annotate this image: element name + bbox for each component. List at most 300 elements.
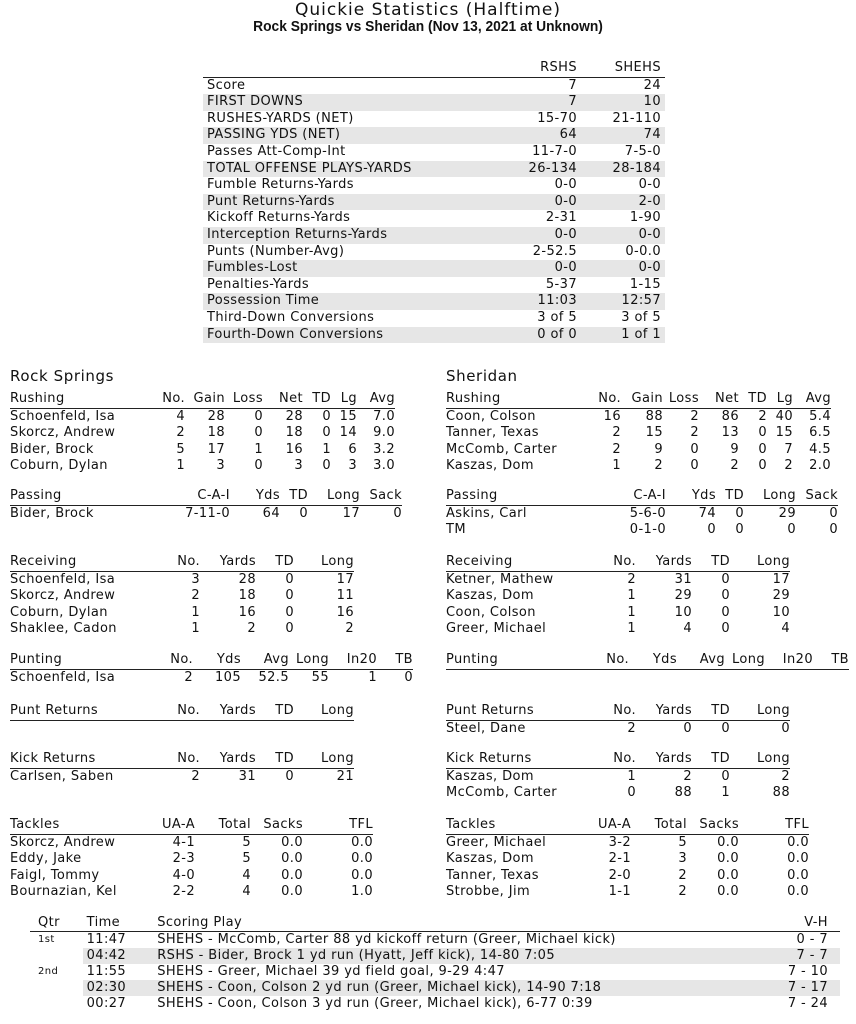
- stat-value: 16: [603, 408, 621, 424]
- scoring-play-row: [30, 980, 840, 996]
- stat-column-header: No.: [155, 391, 185, 408]
- stat-header-row: [10, 391, 395, 408]
- summary-row: [203, 161, 665, 178]
- stat-column-header: Long: [289, 652, 329, 669]
- player-name: Faigl, Tommy: [10, 867, 100, 883]
- stat-value: 86: [721, 408, 739, 424]
- summary-label: Fumble Returns-Yards: [207, 177, 354, 193]
- player-stat-row: [10, 588, 354, 605]
- stat-value: 0.0: [717, 867, 739, 883]
- summary-value-shehs: 74: [581, 127, 665, 144]
- player-name: Kaszas, Dom: [446, 768, 534, 784]
- summary-row: [203, 127, 665, 144]
- stat-column-header: Yds: [230, 488, 280, 505]
- player-stat-row: [446, 785, 790, 802]
- summary-label: FIRST DOWNS: [203, 94, 477, 111]
- summary-value-shehs: 7-5-0: [624, 143, 661, 159]
- stat-column-header: No.: [591, 391, 621, 408]
- stat-value: 2: [730, 458, 739, 474]
- player-stat-row: [10, 884, 373, 901]
- stat-value: 0: [721, 720, 730, 736]
- player-stat-row: [10, 669, 413, 686]
- scoring-time: 11:47: [86, 932, 127, 947]
- scoring-play-row: [30, 948, 840, 964]
- stat-column-header: Loss: [225, 391, 263, 408]
- stat-value: 3: [191, 571, 200, 587]
- stat-value: 3: [348, 458, 357, 474]
- scoring-play-text: SHEHS - Coon, Colson 2 yd run (Greer, Michael kick), 14-90 7:18: [149, 980, 774, 996]
- stat-value: 2: [612, 441, 621, 457]
- summary-value-rshs: 26-134: [477, 161, 581, 178]
- stat-value: 55: [311, 669, 329, 685]
- player-stat-row: [446, 442, 831, 459]
- stat-value: 0: [721, 768, 730, 784]
- player-name: Greer, Michael: [446, 834, 547, 850]
- stat-column-header: No.: [155, 652, 193, 669]
- summary-value-shehs: 0-0: [581, 260, 665, 277]
- stat-column-header: No.: [160, 554, 200, 571]
- stat-value: 0.0: [281, 851, 303, 867]
- stat-header-row: [10, 703, 354, 720]
- player-stat-row: [446, 588, 790, 605]
- stat-value: 14: [339, 425, 357, 441]
- stat-section-title: Passing: [10, 488, 170, 505]
- stat-value: 6.5: [809, 425, 831, 441]
- stat-value: 3-2: [608, 834, 631, 850]
- stat-value: 0: [735, 505, 744, 521]
- player-stat-row: [446, 605, 790, 622]
- player-stat-row: [446, 522, 838, 539]
- player-stat-row: [446, 571, 790, 588]
- stat-column-header: Sack: [796, 488, 838, 505]
- stat-value: 88: [645, 408, 663, 424]
- stat-value: 16: [336, 604, 354, 620]
- summary-row: [203, 177, 665, 194]
- stat-column-header: Gain: [621, 391, 663, 408]
- player-name: TM: [446, 522, 466, 538]
- summary-label: Interception Returns-Yards: [203, 227, 477, 244]
- player-name: Steel, Dane: [446, 720, 526, 736]
- stat-column-header: Yds: [666, 488, 716, 505]
- stat-column-header: Loss: [663, 391, 699, 408]
- stat-value: 0.0: [717, 834, 739, 850]
- stat-value: 0: [322, 458, 331, 474]
- player-name: Schoenfeld, Isa: [10, 571, 116, 587]
- scoring-column-header: Scoring Play: [149, 915, 774, 932]
- player-name: Askins, Carl: [446, 505, 527, 521]
- stat-column-header: Sack: [360, 488, 402, 505]
- player-name: Ketner, Mathew: [446, 571, 554, 587]
- stat-value: 0.0: [787, 867, 809, 883]
- stat-value: 3: [678, 851, 687, 867]
- stat-header-row: [10, 751, 354, 768]
- stat-value: 0: [721, 571, 730, 587]
- stat-value: 15: [339, 408, 357, 424]
- stat-header-row: [446, 703, 790, 720]
- stat-value: 2: [683, 768, 692, 784]
- stat-value: 0.0: [787, 834, 809, 850]
- stat-column-header: TD: [739, 391, 767, 408]
- stat-value: 17: [207, 441, 225, 457]
- stat-value: 29: [772, 588, 790, 604]
- stat-value: 0: [683, 720, 692, 736]
- stat-column-header: Total: [631, 817, 687, 834]
- sheridan-punting-table: [446, 652, 849, 670]
- stat-column-header: Avg: [793, 391, 831, 408]
- stat-value: 0: [627, 785, 636, 801]
- stat-value: 0: [690, 441, 699, 457]
- rock-springs-passing-table: [10, 488, 402, 522]
- stat-value: 2: [690, 408, 699, 424]
- player-name: Kaszas, Dom: [446, 851, 534, 867]
- stat-value: 0: [721, 588, 730, 604]
- stat-value: 31: [238, 768, 256, 784]
- scoring-header-row: [30, 915, 840, 932]
- stat-column-header: Sacks: [251, 817, 303, 834]
- player-name: Coburn, Dylan: [10, 604, 108, 620]
- stat-value: 1: [627, 588, 636, 604]
- scoring-play-text: SHEHS - Coon, Colson 3 yd run (Greer, Michael kick), 6-77 0:39: [157, 996, 593, 1011]
- stat-header-row: [10, 488, 402, 505]
- stat-value: 4: [781, 621, 790, 637]
- stat-value: 88: [674, 785, 692, 801]
- player-name: Coon, Colson: [446, 604, 536, 620]
- stat-value: 3: [216, 458, 225, 474]
- rock-springs-punting-table: [10, 652, 413, 686]
- summary-value-rshs: 0 of 0: [477, 327, 581, 344]
- stat-column-header: Long: [294, 703, 354, 720]
- stat-column-header: Total: [195, 817, 251, 834]
- stat-column-header: Avg: [241, 652, 289, 669]
- summary-row: [203, 210, 665, 227]
- player-name: Carlsen, Saben: [10, 768, 114, 784]
- player-stat-row: [446, 425, 831, 442]
- stat-value: 2: [191, 768, 200, 784]
- stat-column-header: Avg: [357, 391, 395, 408]
- stat-value: 52.5: [258, 669, 289, 685]
- summary-row: [203, 94, 665, 111]
- stat-value: 18: [238, 588, 256, 604]
- player-name: Shaklee, Cadon: [10, 621, 117, 637]
- stat-section-title: Passing: [446, 488, 606, 505]
- stat-value: 2-3: [172, 851, 195, 867]
- stat-value: 2: [627, 720, 636, 736]
- stat-column-header: Yds: [193, 652, 241, 669]
- stat-value: 1: [627, 621, 636, 637]
- player-stat-row: [10, 605, 354, 622]
- stat-column-header: Long: [725, 652, 765, 669]
- stat-section-title: Kick Returns: [10, 751, 160, 768]
- summary-value-rshs: 64: [477, 127, 581, 144]
- stat-value: 21: [336, 768, 354, 784]
- stat-value: 0.0: [351, 834, 373, 850]
- stat-value: 0.0: [717, 884, 739, 900]
- stat-column-header: Yards: [636, 703, 692, 720]
- stat-column-header: TB: [813, 652, 849, 669]
- stat-value: 2: [678, 867, 687, 883]
- scoring-play-row: [30, 932, 840, 949]
- stat-value: 88: [772, 785, 790, 801]
- stat-value: 4: [242, 884, 251, 900]
- player-stat-row: [446, 851, 809, 868]
- stat-column-header: No.: [596, 751, 636, 768]
- sheridan-receiving-table: [446, 554, 790, 638]
- stat-value: 3.2: [373, 441, 395, 457]
- stat-value: 0: [322, 408, 331, 424]
- summary-label: Score: [207, 77, 246, 93]
- stat-value: 2: [758, 408, 767, 424]
- summary-label: Possession Time: [203, 293, 477, 310]
- summary-label: Punt Returns-Yards: [203, 194, 477, 211]
- stat-value: 1: [368, 669, 377, 685]
- sheridan-kick-returns-table: [446, 751, 790, 802]
- stat-column-header: TFL: [739, 817, 809, 834]
- summary-value-shehs: 28-184: [581, 161, 665, 178]
- summary-label: Passes Att-Comp-Int: [207, 143, 346, 159]
- stat-value: 2: [176, 425, 185, 441]
- summary-value-rshs: 3 of 5: [537, 309, 577, 325]
- scoring-play-text: SHEHS - Greer, Michael 39 yd field goal, 9-29 4:47: [157, 964, 505, 979]
- summary-row: [203, 244, 665, 261]
- summary-value-rshs: 15-70: [537, 110, 577, 126]
- stat-value: 29: [778, 505, 796, 521]
- player-name: McComb, Carter: [446, 785, 558, 801]
- stat-value: 0: [735, 522, 744, 538]
- player-stat-row: [10, 768, 354, 785]
- player-stat-row: [10, 505, 402, 522]
- stat-value: 0: [787, 522, 796, 538]
- summary-row: [203, 260, 665, 277]
- player-stat-row: [446, 884, 809, 901]
- scoring-quarter: 1st: [38, 934, 55, 945]
- player-stat-row: [10, 408, 395, 425]
- summary-row: [203, 194, 665, 211]
- stat-value: 0: [404, 669, 413, 685]
- stat-column-header: No.: [160, 703, 200, 720]
- stat-value: 0: [254, 425, 263, 441]
- stat-value: 0: [285, 621, 294, 637]
- stat-value: 74: [698, 505, 716, 521]
- stat-section-title: Rushing: [10, 391, 155, 408]
- summary-label: TOTAL OFFENSE PLAYS-YARDS: [203, 161, 477, 178]
- stat-value: 0: [707, 522, 716, 538]
- stat-column-header: Long: [730, 703, 790, 720]
- stat-column-header: Long: [730, 554, 790, 571]
- team-name-rock-springs: Rock Springs: [10, 367, 115, 385]
- scoring-summary-table: [30, 915, 840, 1012]
- summary-value-shehs: 3 of 5: [621, 309, 661, 325]
- stat-value: 9: [730, 441, 739, 457]
- player-stat-row: [10, 458, 395, 475]
- stat-value: 3.0: [373, 458, 395, 474]
- player-name: Coon, Colson: [446, 408, 536, 424]
- stat-value: 7.0: [373, 408, 395, 424]
- stat-column-header: Long: [294, 554, 354, 571]
- stat-value: 9: [654, 441, 663, 457]
- stat-value: 0.0: [717, 851, 739, 867]
- team-name-sheridan: Sheridan: [446, 367, 518, 385]
- stat-section-title: Punting: [10, 652, 155, 669]
- rock-springs-rushing-table: [10, 391, 395, 475]
- summary-label: Kickoff Returns-Yards: [207, 210, 351, 226]
- stat-value: 0: [254, 458, 263, 474]
- summary-value-rshs: 11:03: [477, 293, 581, 310]
- stat-header-row: [446, 652, 849, 669]
- player-name: Schoenfeld, Isa: [10, 669, 116, 685]
- stat-value: 18: [285, 425, 303, 441]
- player-stat-row: [10, 834, 373, 851]
- stat-value: 2: [184, 669, 193, 685]
- summary-team-header: RSHS: [477, 60, 581, 77]
- stat-value: 6: [348, 441, 357, 457]
- stat-column-header: Yards: [200, 554, 256, 571]
- summary-row: [203, 310, 665, 327]
- stat-header-row: [10, 554, 354, 571]
- stat-header-row: [446, 488, 838, 505]
- summary-value-shehs: 1-15: [629, 276, 661, 292]
- stat-value: 0: [758, 425, 767, 441]
- stat-value: 5: [242, 851, 251, 867]
- stat-value: 0: [721, 604, 730, 620]
- stat-column-header: Sacks: [687, 817, 739, 834]
- summary-value-rshs: 0-0: [477, 227, 581, 244]
- summary-value-shehs: 0-0.0: [625, 243, 661, 259]
- player-name: Skorcz, Andrew: [10, 588, 116, 604]
- scoring-column-header: Time: [83, 915, 150, 932]
- stat-value: 1.0: [351, 884, 373, 900]
- stat-value: 2: [191, 588, 200, 604]
- stat-header-row: [446, 817, 809, 834]
- summary-label: Fumbles-Lost: [203, 260, 477, 277]
- stat-value: 10: [772, 604, 790, 620]
- player-stat-row: [446, 408, 831, 425]
- stat-value: 105: [214, 669, 241, 685]
- summary-header-blank: [203, 60, 477, 77]
- stat-header-row: [446, 751, 790, 768]
- stat-value: 16: [285, 441, 303, 457]
- stat-column-header: TD: [280, 488, 308, 505]
- player-stat-row: [10, 571, 354, 588]
- scoring-play-row: [30, 996, 840, 1012]
- stat-value: 4-0: [172, 867, 195, 883]
- summary-value-shehs: 24: [643, 77, 661, 93]
- stat-section-title: Punting: [446, 652, 591, 669]
- stat-header-row: [10, 817, 373, 834]
- stat-value: 0: [285, 768, 294, 784]
- stat-section-title: Rushing: [446, 391, 591, 408]
- summary-value-rshs: 5-37: [545, 276, 577, 292]
- stat-section-title: Kick Returns: [446, 751, 596, 768]
- stat-column-header: Net: [699, 391, 739, 408]
- stat-value: 40: [775, 408, 793, 424]
- stat-column-header: TD: [692, 703, 730, 720]
- player-name: Coburn, Dylan: [10, 458, 108, 474]
- stat-value: 0.0: [351, 851, 373, 867]
- stat-column-header: Net: [263, 391, 303, 408]
- stat-section-title: Receiving: [10, 554, 160, 571]
- player-name: Tanner, Texas: [446, 867, 539, 883]
- player-stat-row: [446, 621, 790, 638]
- player-name: Tanner, Texas: [446, 425, 539, 441]
- stat-column-header: Lg: [767, 391, 793, 408]
- stat-value: 1: [176, 458, 185, 474]
- stat-column-header: In20: [329, 652, 377, 669]
- stat-column-header: Gain: [185, 391, 225, 408]
- stat-column-header: Long: [730, 751, 790, 768]
- scoring-quarter: [30, 948, 83, 964]
- stat-value: 0: [393, 505, 402, 521]
- stat-column-header: No.: [596, 703, 636, 720]
- stat-value: 2: [627, 571, 636, 587]
- stat-section-title: Tackles: [446, 817, 591, 834]
- stat-value: 1-1: [608, 884, 631, 900]
- stat-value: 28: [285, 408, 303, 424]
- summary-value-rshs: 7: [568, 77, 577, 93]
- stat-value: 2: [612, 425, 621, 441]
- summary-team-header: SHEHS: [581, 60, 665, 77]
- stat-value: 0: [285, 571, 294, 587]
- stat-column-header: TD: [303, 391, 331, 408]
- summary-row: [203, 144, 665, 161]
- page-title: Quickie Statistics (Halftime): [294, 0, 562, 20]
- stat-value: 2-0: [608, 867, 631, 883]
- player-name: Strobbe, Jim: [446, 884, 531, 900]
- player-name: Greer, Michael: [446, 621, 547, 637]
- stat-value: 1: [191, 621, 200, 637]
- scoring-score: 7 - 17: [774, 980, 840, 996]
- stat-value: 31: [674, 571, 692, 587]
- team-summary-table: [203, 60, 665, 343]
- stat-column-header: TD: [256, 703, 294, 720]
- stat-value: 0: [322, 425, 331, 441]
- summary-value-rshs: 2-31: [545, 210, 577, 226]
- stat-value: 13: [721, 425, 739, 441]
- stat-value: 0: [299, 505, 308, 521]
- stat-value: 18: [207, 425, 225, 441]
- player-stat-row: [446, 720, 790, 737]
- stat-value: 28: [207, 408, 225, 424]
- stat-value: 3: [294, 458, 303, 474]
- stat-value: 7: [784, 441, 793, 457]
- stat-value: 5: [678, 834, 687, 850]
- stat-value: 1: [627, 604, 636, 620]
- scoring-quarter: [30, 996, 83, 1012]
- player-stat-row: [446, 868, 809, 885]
- stat-value: 0: [829, 522, 838, 538]
- stat-value: 0.0: [351, 867, 373, 883]
- stat-value: 5: [176, 441, 185, 457]
- scoring-score: 7 - 10: [787, 964, 828, 979]
- scoring-score: 7 - 24: [787, 996, 828, 1011]
- stat-section-title: Punt Returns: [446, 703, 596, 720]
- player-name: Schoenfeld, Isa: [10, 408, 116, 424]
- sheridan-punt-returns-table: [446, 703, 790, 737]
- stat-column-header: Yards: [200, 703, 256, 720]
- stat-section-title: Receiving: [446, 554, 596, 571]
- scoring-score: 7 - 7: [774, 948, 840, 964]
- stat-column-header: Lg: [331, 391, 357, 408]
- stat-value: 0.0: [281, 884, 303, 900]
- player-name: Eddy, Jake: [10, 851, 82, 867]
- stat-value: 0-1-0: [629, 522, 666, 538]
- stat-value: 64: [262, 505, 280, 521]
- stat-column-header: C-A-I: [170, 488, 230, 505]
- scoring-time: 11:55: [86, 964, 127, 979]
- stat-column-header: In20: [765, 652, 813, 669]
- stat-column-header: TD: [256, 751, 294, 768]
- stat-column-header: C-A-I: [606, 488, 666, 505]
- summary-value-shehs: 0-0: [638, 177, 661, 193]
